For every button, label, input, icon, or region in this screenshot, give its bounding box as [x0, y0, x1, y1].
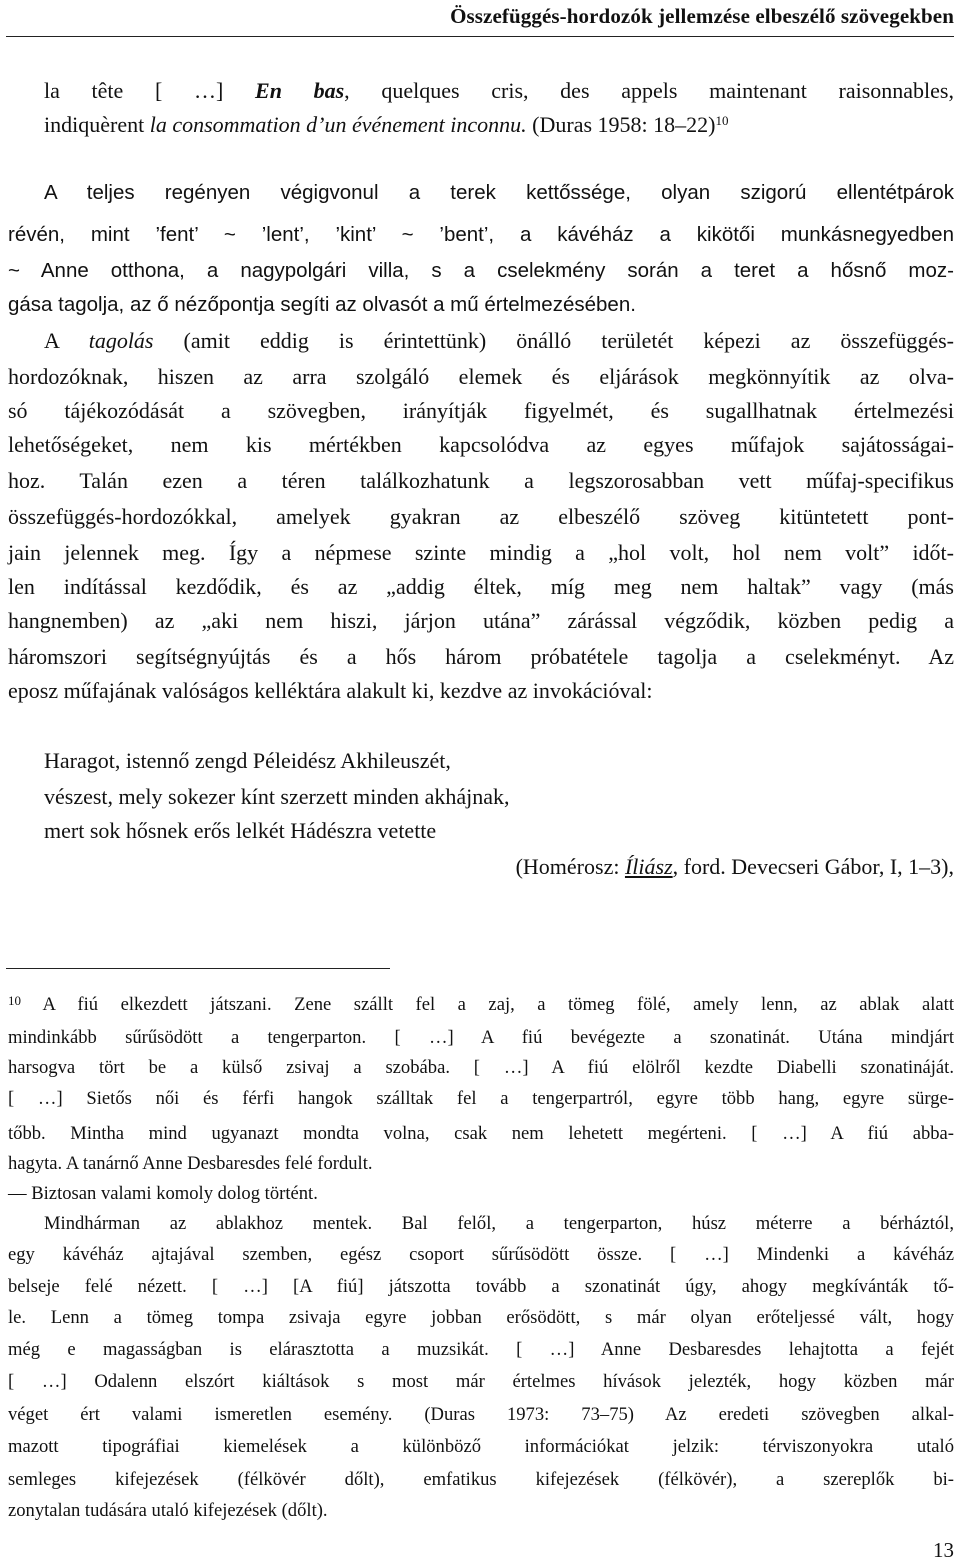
- para2-line: só tájékozódását a szövegben, irányítják figyelmét, és sugallhatnak értelmezési: [8, 398, 954, 423]
- footnote-line: le. Lenn a tömeg tompa zsivaja egyre jobban erősödött, s már olyan erőteljessé vált, hogy: [8, 1307, 954, 1328]
- page-number: 13: [933, 1538, 954, 1562]
- footnote-line: még e magasságban is elárasztotta a muzsikát. [ …] Anne Desbaresdes lehajtotta a fejét: [8, 1339, 954, 1360]
- citation-text: (Homérosz:: [515, 854, 625, 879]
- verse-line: vészest, mely sokezer kínt szerzett minden akhájnak,: [44, 784, 510, 809]
- quote-line-2: [44, 110, 954, 140]
- footnote-text: A fiú elkezdett játszani. Zene szállt fel a zaj, a tömeg fölé, amely lenn, az ablak alatt: [21, 994, 954, 1015]
- quote-text: , quelques cris, des appels maintenant raisonnables,: [344, 78, 954, 103]
- para2-line: hoz. Talán ezen a téren találkozhatunk a legszorosabban vett műfaj-specifikus: [8, 468, 954, 493]
- citation-text: , ford. Devecseri Gábor, I, 1–3),: [672, 854, 954, 879]
- header-rule: [6, 36, 954, 37]
- para2-line: lehetőségeket, nem kis mértékben kapcsolódva az egyes műfajok sajátosságai-: [8, 432, 954, 457]
- footnote-line: mindinkább sűrűsödött a tengerparton. [ …] A fiú bevégezte a szonatinát. Utána mindjárt: [8, 1027, 954, 1048]
- footnote-line: egy kávéház ajtajával szemben, egész csoport sűrűsödött össze. [ …] Mindenki a kávéház: [8, 1244, 954, 1265]
- para1-line: ~ Anne otthona, a nagypolgári villa, s a cselekmény során a teret a hősnő moz-: [8, 259, 954, 282]
- citation-title: Íliász: [624, 854, 673, 879]
- footnote-line: véget ért valami ismeretlen esemény. (Duras 1973: 73–75) Az eredeti szövegben alkal-: [8, 1404, 954, 1425]
- footnote-line: [ …] Odalenn elszórt kiáltások s most már értelmes hívások jelezték, hogy közben már: [8, 1371, 954, 1392]
- quote-text: la tête [ …]: [44, 78, 256, 103]
- para2-line: jain jelennek meg. Így a népmese szinte mindig a „hol volt, hol nem volt” időt-: [8, 540, 954, 565]
- para2-line: összefüggés-hordozókkal, amelyek gyakran az elbeszélő szöveg kitüntetett pont-: [8, 504, 954, 529]
- para2-line: len indítással kezdődik, és az „addig éltek, míg meg nem haltak” vagy (más: [8, 574, 954, 599]
- para2-text: (amit eddig is érintettünk) önálló területét képezi az összefüggés-: [153, 328, 954, 353]
- para2-line: [44, 326, 954, 356]
- para2-line: hangnemben) az „aki nem hiszi, járjon utána” zárással végződik, közben pedig a: [8, 608, 954, 633]
- verse-line: Haragot, istennő zengd Péleidész Akhileuszét,: [44, 748, 451, 773]
- para1-line: A teljes regényen végigvonul a terek kettőssége, olyan szigorú ellentétpárok: [44, 181, 954, 204]
- para2-line: hordozóknak, hiszen az arra szolgáló elemek és eljárások megkönnyítik az olva-: [8, 364, 954, 389]
- para2-italic: tagolás: [88, 328, 154, 353]
- quote-citation: (Duras 1958: 18–22): [526, 112, 716, 137]
- verse-citation: [516, 852, 954, 882]
- footnote-line: Mindhárman az ablakhoz mentek. Bal felől, a tengerparton, húsz méterre a bérháztól,: [44, 1213, 954, 1234]
- footnote-line: hagyta. A tanárnő Anne Desbaresdes felé fordult.: [8, 1153, 373, 1174]
- quote-italic: la consommation d’un événement inconnu.: [149, 112, 527, 137]
- quote-emphasis: En bas: [255, 78, 345, 103]
- footnote-rule: [6, 968, 390, 969]
- para2-text: A: [44, 328, 89, 353]
- footnote-line: harsogva tört be a külső zsivaj a szobába. [ …] A fiú elölről kezdte Diabelli szonatináját.: [8, 1057, 954, 1078]
- footnote-number: 10: [8, 993, 21, 1008]
- footnote-line: zonytalan tudására utaló kifejezések (dőlt).: [8, 1500, 328, 1521]
- footnote-line: — Biztosan valami komoly dolog történt.: [8, 1183, 318, 1204]
- footnote-ref: 10: [715, 113, 729, 128]
- running-header: Összefüggés-hordozók jellemzése elbeszélő szövegekben: [450, 4, 954, 28]
- footnote-line: [8, 992, 954, 1018]
- para1-line: gása tagolja, az ő nézőpontja segíti az olvasót a mű értelmezésében.: [8, 293, 636, 316]
- quote-line-1: [44, 76, 954, 106]
- footnote-line: mazott tipográfiai kiemelések a különböző információkat jelzik: térviszonyokra utaló: [8, 1436, 954, 1457]
- verse-line: mert sok hősnek erős lelkét Hádészra vetette: [44, 818, 437, 843]
- footnote-line: tőbb. Mintha mind ugyanazt mondta volna, csak nem lehetett megérteni. [ …] A fiú abba-: [8, 1123, 954, 1144]
- footnote-line: semleges kifejezések (félkövér dőlt), emfatikus kifejezések (félkövér), a szereplők bi-: [8, 1469, 954, 1490]
- footnote-line: belseje felé nézett. [ …] [A fiú] játszotta tovább a szonatinát úgy, ahogy megkívánták tő-: [8, 1276, 954, 1297]
- quote-text: indiquèrent: [44, 112, 150, 137]
- para1-line: révén, mint ’fent’ ~ ’lent’, ’kint’ ~ ’bent’, a kávéház a kikötői munkásnegyedben: [8, 223, 954, 246]
- para2-line: háromszori segítségnyújtás és a hős három próbatétele tagolja a cselekményt. Az: [8, 644, 954, 669]
- footnote-line: [ …] Sietős női és férfi hangok szálltak fel a tengerpartról, egyre több hang, egyre sürge-: [8, 1088, 954, 1109]
- para2-line: eposz műfajának valóságos kelléktára alakult ki, kezdve az invokációval:: [8, 678, 653, 703]
